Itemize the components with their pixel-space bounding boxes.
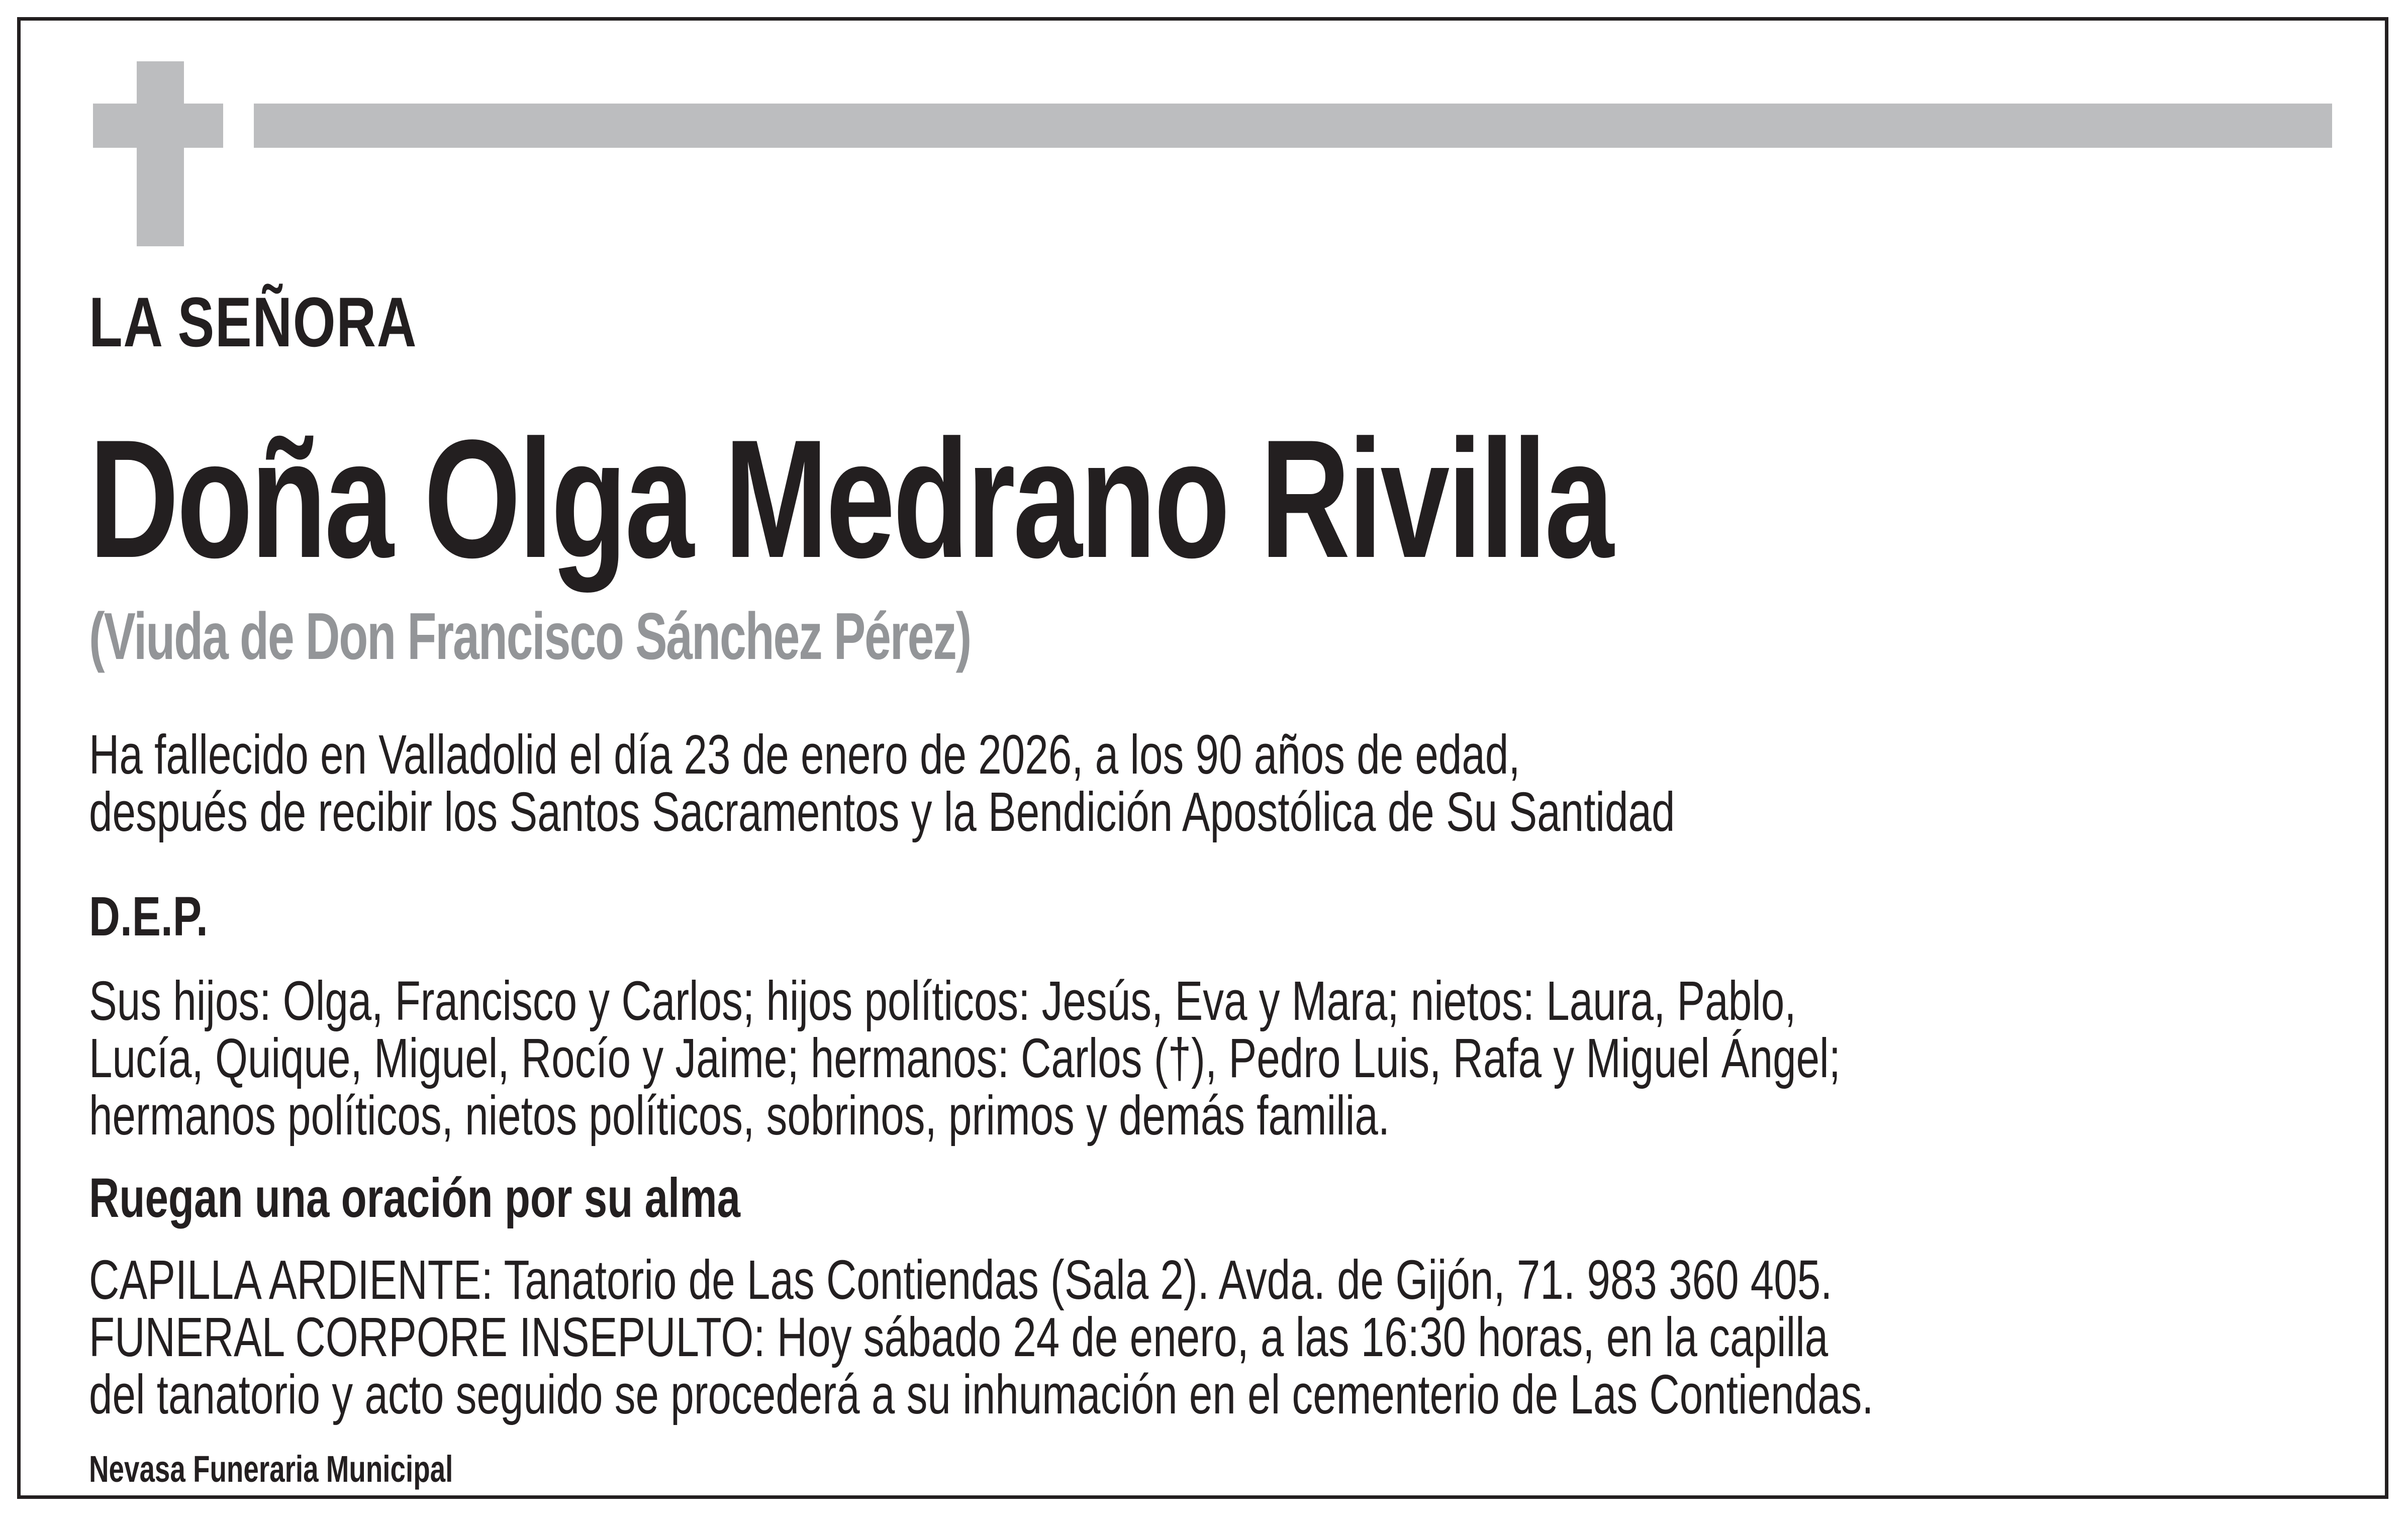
header-rule xyxy=(254,104,2332,148)
prayer-request: Ruegan una oración por su alma xyxy=(89,1167,741,1229)
family-list xyxy=(89,970,1841,1147)
service-details xyxy=(89,1249,1874,1426)
deceased-name: Doña Olga Medrano Rivilla xyxy=(89,405,1612,593)
cross-icon xyxy=(137,61,184,246)
rip-label: D.E.P. xyxy=(89,886,208,947)
widow-subtitle: (Viuda de Don Francisco Sánchez Pérez) xyxy=(89,599,971,673)
family-line: hermanos políticos, nietos políticos, sobrinos, primos y demás familia. xyxy=(89,1085,1390,1147)
death-announcement xyxy=(89,726,1675,841)
family-line: Lucía, Quique, Miguel, Rocío y Jaime; hermanos: Carlos (†), Pedro Luis, Rafa y Miguel Ángel; xyxy=(89,1027,1841,1089)
cross-icon-arm xyxy=(93,104,223,148)
service-line: FUNERAL CORPORE INSEPULTO: Hoy sábado 24 de enero, a las 16:30 horas, en la capilla xyxy=(89,1306,1828,1368)
service-line: del tanatorio y acto seguido se procederá a su inhumación en el cementerio de Las Contiendas. xyxy=(89,1364,1874,1426)
announcement-line: después de recibir los Santos Sacramentos y la Bendición Apostólica de Su Santidad xyxy=(89,781,1675,843)
service-line: CAPILLA ARDIENTE: Tanatorio de Las Contiendas (Sala 2). Avda. de Gijón, 71. 983 360 405. xyxy=(89,1249,1833,1311)
funeral-home-credit: Nevasa Funeraria Municipal xyxy=(89,1448,453,1490)
family-line: Sus hijos: Olga, Francisco y Carlos; hijos políticos: Jesús, Eva y Mara; nietos: Laura, Pablo, xyxy=(89,970,1796,1032)
honorific-label: LA SEÑORA xyxy=(89,282,418,361)
announcement-line: Ha fallecido en Valladolid el día 23 de enero de 2026, a los 90 años de edad, xyxy=(89,724,1520,786)
